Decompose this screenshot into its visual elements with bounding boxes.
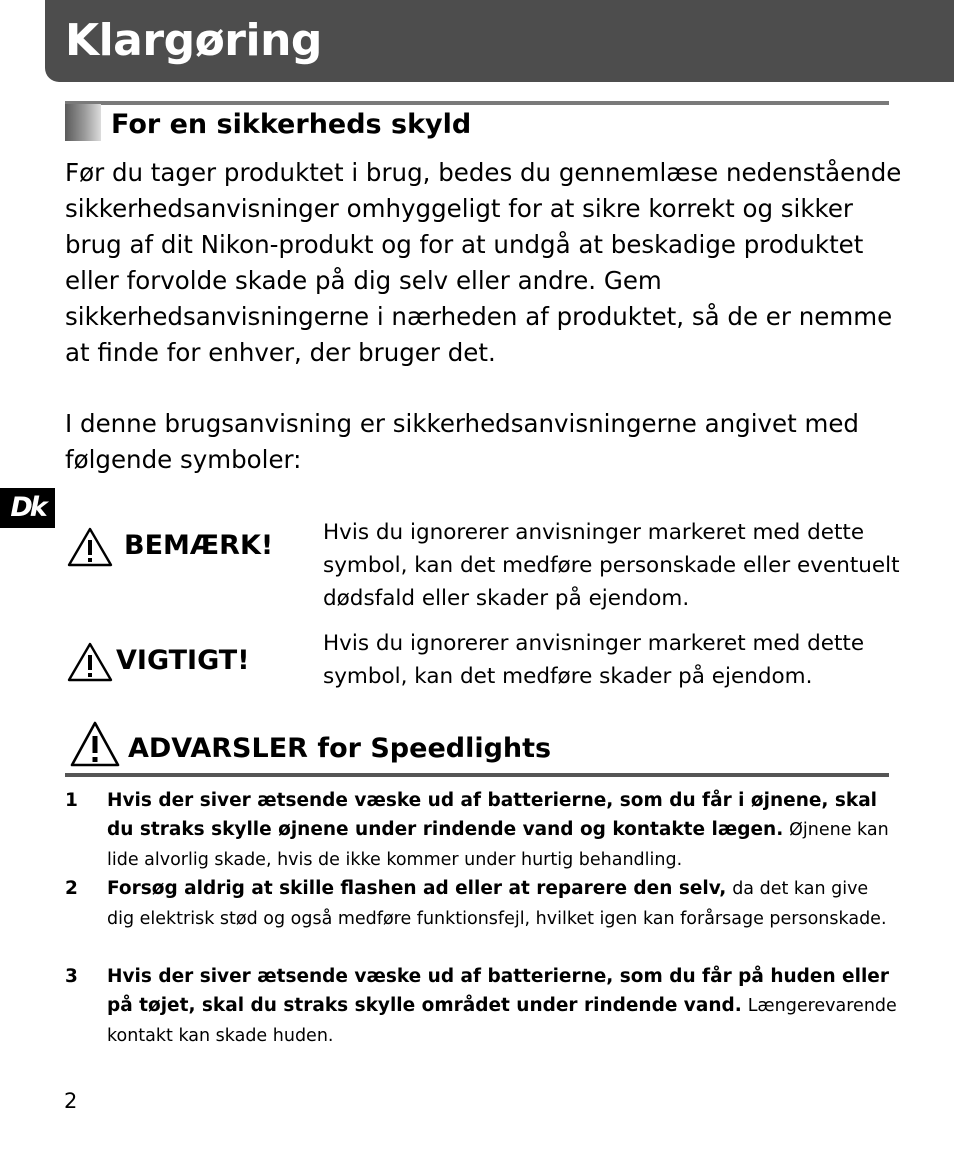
language-tab: Dk [0,488,55,528]
warning-item-number: 3 [65,966,78,987]
warning-item-number: 1 [65,790,78,811]
chapter-header [45,0,954,82]
warnings-divider [65,773,889,777]
warning-triangle-icon [67,526,113,568]
warning-triangle-icon [67,641,113,683]
warning-item-text [107,874,897,934]
intro-paragraph-2: I denne brugsanvisning er sikkerhedsanvisningerne angivet med følgende symboler: [65,409,859,474]
symbol-label-vigtigt: VIGTIGT! [116,645,250,676]
warning-item-text [107,786,897,875]
page-number: 2 [64,1089,78,1113]
warning-item-plain: da det kan give dig elektrisk stød og også medføre funktionsfejl, hvilket igen kan forårsage personskade. [107,879,887,929]
symbol-label-bemaerk: BEMÆRK! [124,530,274,561]
symbol-description-bemaerk: Hvis du ignorerer anvisninger markeret med dette symbol, kan det medføre personskade eller eventuelt dødsfald eller skader på ejendom. [323,520,900,611]
warning-item-plain: Længerevarende kontakt kan skade huden. [107,996,897,1046]
warning-triangle-icon [70,720,120,768]
section-title: For en sikkerheds skyld [111,109,472,140]
warning-item-number: 2 [65,878,78,899]
warning-item-plain: Øjnene kan lide alvorlig skade, hvis de ikke kommer under hurtig behandling. [107,820,889,870]
warnings-title: ADVARSLER for Speedlights [128,733,552,764]
intro-paragraph-1: Før du tager produktet i brug, bedes du gennemlæse nedenstående sikkerhedsanvisninger omhyggeligt for at sikre korrekt og sikker brug af dit Nikon-produkt og for at undgå at beskadige produktet eller forvolde skade på dig selv eller andre. Gem sikkerhedsanvisningerne i nærheden af produktet, så de er nemme at finde for enhver, der bruger det. [65,158,902,367]
section-divider [65,101,889,105]
chapter-title: Klargøring [65,15,322,66]
symbol-description-vigtigt: Hvis du ignorerer anvisninger markeret med dette symbol, kan det medføre skader på ejendom. [323,631,865,689]
warning-item-text [107,962,897,1051]
section-marker [65,104,101,141]
warning-item-bold: Forsøg aldrig at skille flashen ad eller at reparere den selv, [107,878,727,899]
warning-item-bold: Hvis der siver ætsende væske ud af batterierne, som du får i øjnene, skal du straks skylle øjnene under rindende vand og kontakte lægen. [107,790,878,840]
warning-item-bold: Hvis der siver ætsende væske ud af batterierne, som du får på huden eller på tøjet, skal du straks skylle området under rindende vand. [107,966,889,1016]
